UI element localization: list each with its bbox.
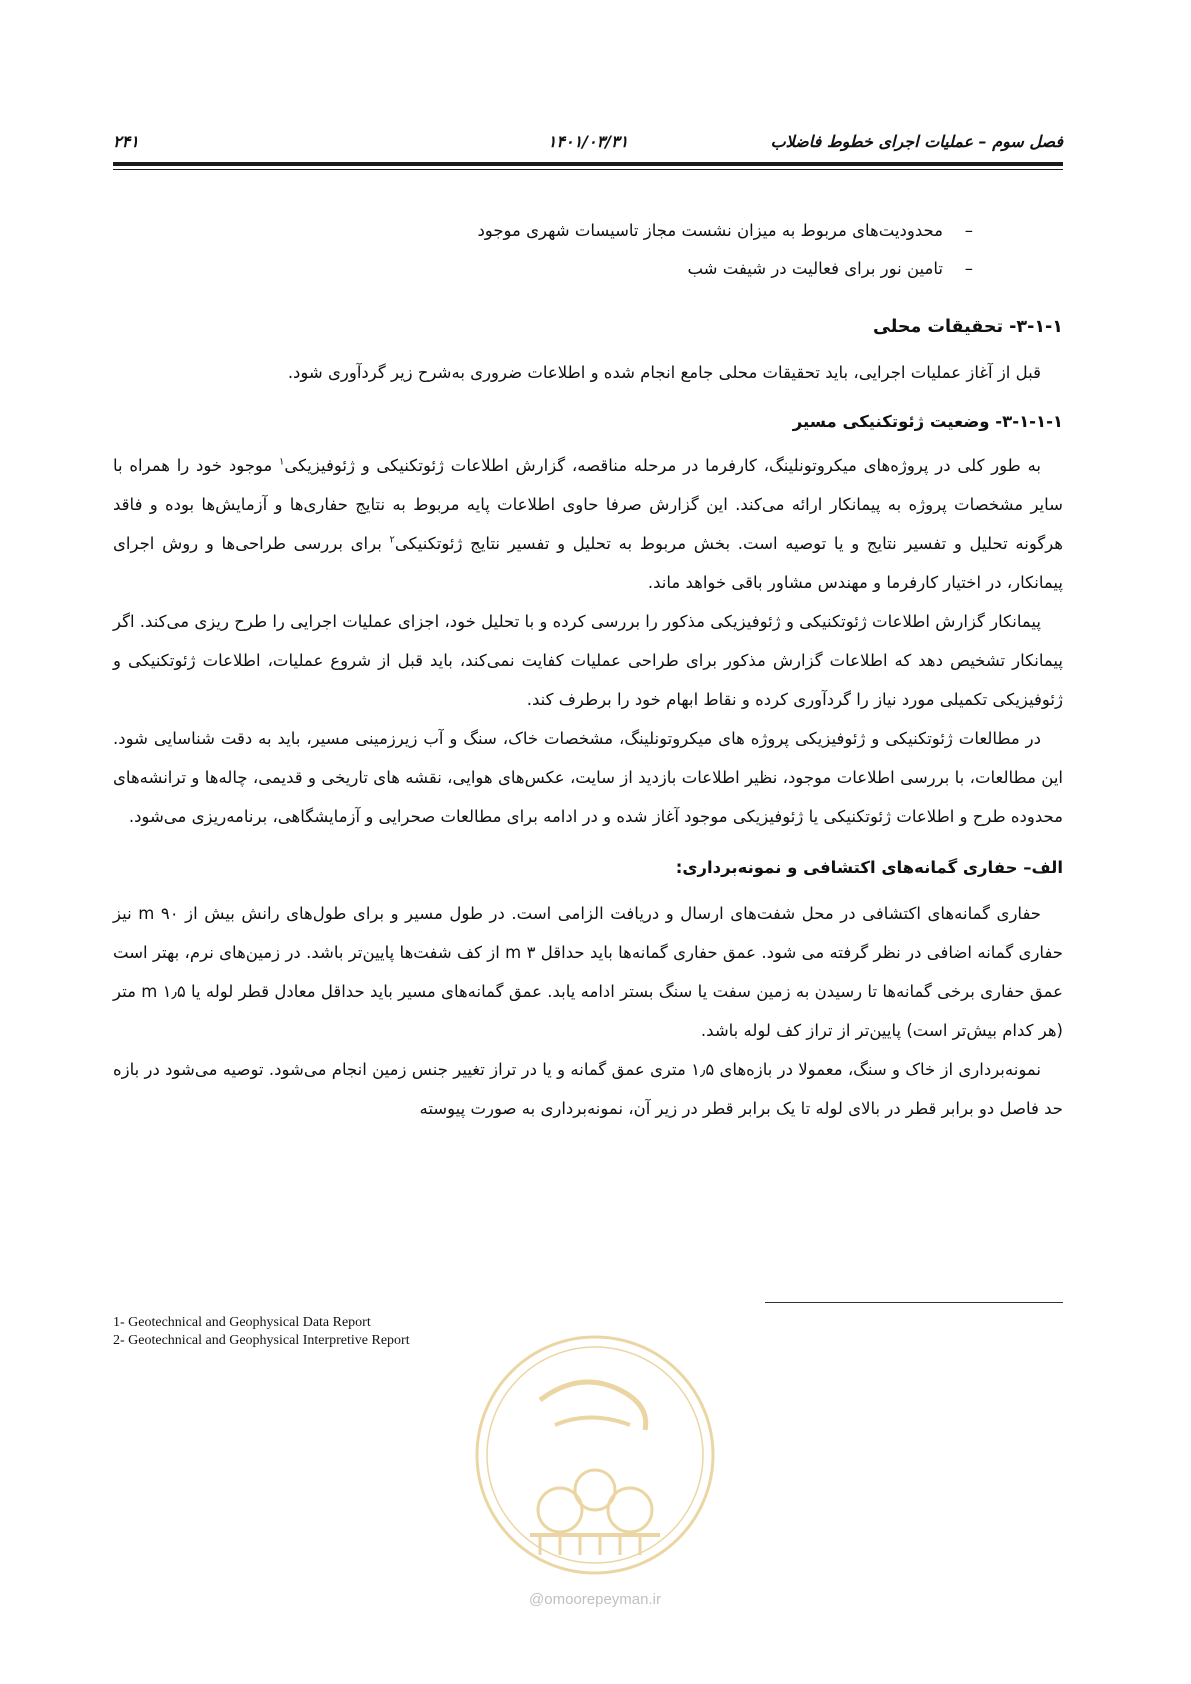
paragraph-text: برای بررسی طراحی‌ها و روش اجرای پیمانکار، در اختیار کارفرما و مهندس مشاور باقی خواهد ماند. — [113, 534, 1063, 592]
footnote: 2- Geotechnical and Geophysical Interpretive Report — [113, 1333, 410, 1348]
subheading-alef: الف– حفاری گمانه‌های اکتشافی و نمونه‌برداری: — [675, 858, 1063, 877]
bullet-text: تامین نور برای فعالیت در شیفت شب — [687, 259, 943, 278]
bullet-marker: – — [964, 221, 973, 240]
section-heading: ۳-۱-۱- تحقیقات محلی — [873, 317, 1063, 337]
page-body — [113, 212, 1063, 1128]
page-number: ۲۴۱ — [113, 132, 139, 151]
bullet-list — [113, 212, 1063, 288]
footnotes — [113, 1314, 410, 1350]
footnote: 1- Geotechnical and Geophysical Data Report — [113, 1315, 371, 1330]
footnote-rule — [765, 1302, 1063, 1303]
paragraph-text: به طور کلی در پروژه‌های میکروتونلینگ، کارفرما در مرحله مناقصه، گزارش اطلاعات ژئوتکنیکی و ژئوفیزیکی — [284, 456, 1042, 475]
list-item — [113, 250, 973, 288]
header-rule-thin — [113, 169, 1063, 170]
footnote-ref: ۲ — [389, 534, 395, 546]
paragraph — [113, 446, 1063, 602]
watermark-url: @omoorepeyman.ir — [529, 1591, 661, 1608]
header-rule-thick — [113, 162, 1063, 166]
paragraph: در مطالعات ژئوتکنیکی و ژئوفیزیکی پروژه های میکروتونلینگ، مشخصات خاک، سنگ و آب زیرزمینی مسیر، باید به دقت شناسایی شود. این مطالعات، با بررسی اطلاعات موجود، نظیر اطلاعات بازدید از سایت، عکس‌های هوایی، نقشه های تاریخی و قدیمی، چاله‌ها و ترانشه‌های محدوده طرح و اطلاعات ژئوتکنیکی یا ژئوفیزیکی موجود آغاز شده و در ادامه برای مطالعات صحرایی و آزمایشگاهی، برنامه‌ریزی می‌شود. — [113, 729, 1063, 826]
paragraph: نمونه‌برداری از خاک و سنگ، معمولا در بازه‌های ۱٫۵ متری عمق گمانه و یا در تراز تغییر جنس زمین انجام می‌شود. توصیه می‌شود در بازه حد فاصل دو برابر قطر در بالای لوله تا یک برابر قطر در زیر آن، نمونه‌برداری به صورت پیوسته — [113, 1060, 1063, 1118]
chapter-title: فصل سوم – عملیات اجرای خطوط فاضلاب — [770, 132, 1063, 151]
page-header — [113, 128, 1063, 154]
footnote-ref: ۱ — [279, 456, 285, 468]
paragraph: پیمانکار گزارش اطلاعات ژئوتکنیکی و ژئوفیزیکی مذکور را بررسی کرده و با تحلیل خود، اجزای عملیات اجرایی را طرح ریزی می‌کند. اگر پیمانکار تشخیص دهد که اطلاعات گزارش مذکور برای طراحی عملیات کفایت نمی‌کند، باید قبل از شروع عملیات، اطلاعات ژئوتکنیکی و ژئوفیزیکی تکمیلی مورد نیاز را گردآوری کرده و نقاط ابهام خود را برطرف کند. — [113, 612, 1063, 709]
list-item — [113, 212, 973, 250]
paragraph-text: موجود خود را همراه با سایر مشخصات پروژه به پیمانکار ارائه می‌کند. این گزارش صرفا حاوی اطلاعات پایه مربوط به نتایج حفاری‌ها و آزمایش‌ها بوده و فاقد هرگونه تحلیل و تفسیر نتایج و یا توصیه است. بخش مربوط به تحلیل و تفسیر نتایج ژئوتکنیکی — [113, 456, 1064, 553]
bullet-marker: – — [964, 259, 973, 278]
watermark-stamp-logo — [470, 1330, 720, 1580]
bullet-text: محدودیت‌های مربوط به میزان نشست مجاز تاسیسات شهری موجود — [477, 221, 943, 240]
subsection-heading: ۳-۱-۱-۱- وضعیت ژئوتکنیکی مسیر — [792, 412, 1063, 431]
section-intro: قبل از آغاز عملیات اجرایی، باید تحقیقات محلی جامع انجام شده و اطلاعات ضروری به‌شرح زیر گردآوری شود. — [287, 363, 1041, 382]
paragraph: حفاری گمانه‌های اکتشافی در محل شفت‌های ارسال و دریافت الزامی است. در طول مسیر و برای طول‌های رانش بیش از ۹۰ m نیز حفاری گمانه اضافی در نظر گرفته می شود. عمق حفاری گمانه‌ها باید حداقل ۳ m از کف شفت‌ها پایین‌تر باشد. در زمین‌های نرم، بهتر است عمق حفاری برخی گمانه‌ها تا رسیدن به زمین سفت یا سنگ بستر ادامه یابد. عمق گمانه‌های مسیر باید حداقل معادل قطر لوله یا ۱٫۵ m متر (هر کدام بیش‌تر است) پایین‌تر از تراز کف لوله باشد. — [113, 904, 1064, 1040]
header-date: ۱۴۰۱/۰۳/۳۱ — [547, 132, 629, 151]
